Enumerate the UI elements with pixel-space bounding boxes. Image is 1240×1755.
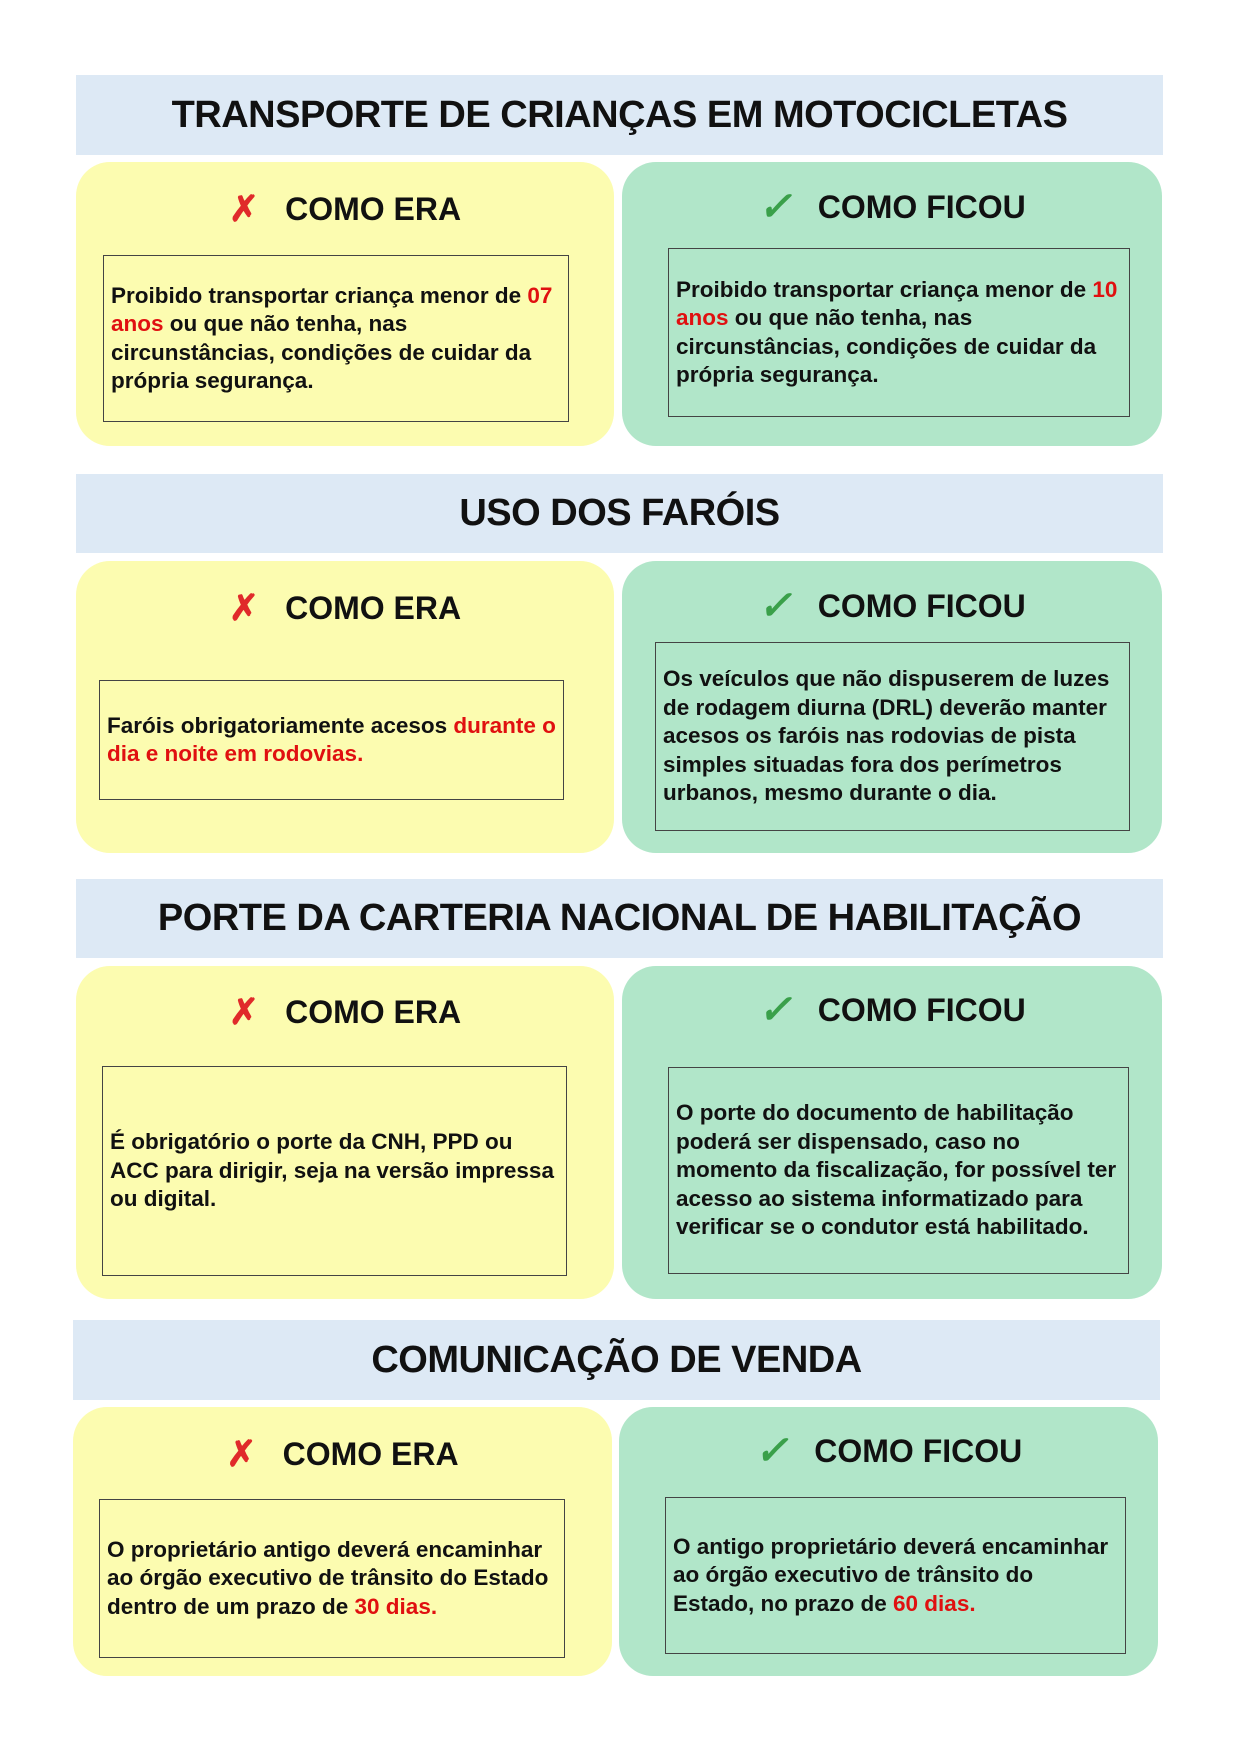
text-segment: Faróis obrigatoriamente acesos (107, 712, 454, 738)
rule-text-box (668, 248, 1130, 417)
como-ficou-heading (622, 586, 1162, 626)
como-era-heading (73, 1434, 612, 1474)
como-ficou-card (619, 1407, 1158, 1676)
text-segment: O antigo proprietário deverá encaminhar ao órgão executivo de trânsito do Estado, no prazo de (673, 1533, 1109, 1616)
highlighted-value: 60 dias. (893, 1590, 976, 1616)
check-icon: ✓ (758, 988, 792, 1032)
como-era-label: COMO ERA (285, 589, 462, 626)
rule-text-box (655, 642, 1130, 831)
como-ficou-heading (619, 1431, 1158, 1471)
como-ficou-card (622, 966, 1162, 1299)
rule-text-box (99, 1499, 565, 1658)
text-segment: ou que não tenha, nas circunstâncias, condições de cuidar da própria segurança. (111, 311, 532, 393)
rule-text (111, 282, 561, 396)
text-segment: Proibido transportar criança menor de (676, 276, 1093, 302)
rule-text-box (103, 255, 569, 422)
text-segment: ou que não tenha, nas circunstâncias, condições de cuidar da própria segurança. (676, 305, 1097, 387)
como-era-label: COMO ERA (282, 1435, 459, 1472)
como-ficou-label: COMO FICOU (817, 188, 1026, 225)
text-segment: O porte do documento de habilitação poderá ser dispensado, caso no momento da fiscalização, for possível ter acesso ao sistema informatizado para verificar se o condutor está habilitado. (676, 1100, 1117, 1240)
rule-text (676, 276, 1122, 390)
como-era-card (76, 561, 614, 853)
highlighted-value: 30 dias. (354, 1593, 438, 1619)
check-icon: ✓ (758, 185, 792, 229)
text-segment: O proprietário antigo deverá encaminhar ao órgão executivo de trânsito do Estado dentro de um prazo de (107, 1536, 549, 1619)
como-ficou-card (622, 561, 1162, 853)
como-ficou-heading (622, 990, 1162, 1030)
x-icon: ✗ (228, 991, 260, 1032)
como-ficou-card (622, 162, 1162, 446)
section-title: PORTE DA CARTERIA NACIONAL DE HABILITAÇÃO (76, 879, 1163, 958)
text-segment: Proibido transportar criança menor de (111, 282, 528, 308)
como-era-card (73, 1407, 612, 1676)
highlighted-value: 07 anos (111, 282, 553, 336)
rule-text-box (665, 1497, 1126, 1654)
section-title: COMUNICAÇÃO DE VENDA (73, 1320, 1160, 1400)
x-icon: ✗ (228, 587, 260, 628)
rule-text (110, 1128, 559, 1214)
como-era-label: COMO ERA (285, 993, 462, 1030)
highlighted-value: durante o dia e noite em rodovias. (107, 712, 556, 766)
como-era-heading (76, 588, 614, 628)
rule-text-box (102, 1066, 567, 1276)
como-ficou-label: COMO FICOU (817, 991, 1026, 1028)
rule-text-box (668, 1067, 1129, 1274)
check-icon: ✓ (754, 1429, 789, 1473)
como-ficou-label: COMO FICOU (814, 1432, 1023, 1469)
rule-text (663, 665, 1122, 808)
como-era-heading (76, 189, 614, 229)
section-title: USO DOS FARÓIS (76, 474, 1163, 553)
x-icon: ✗ (228, 188, 260, 229)
rule-text (107, 712, 556, 769)
text-segment: Os veículos que não dispuserem de luzes de rodagem diurna (DRL) deverão manter acesos os faróis nas rodovias de pista simples situadas fora dos perímetros urbanos, mesmo durante o dia. (663, 666, 1110, 806)
text-segment: É obrigatório o porte da CNH, PPD ou ACC para dirigir, seja na versão impressa ou digital. (110, 1129, 554, 1212)
rule-text-box (99, 680, 564, 800)
como-era-card (76, 162, 614, 446)
rule-text (676, 1099, 1121, 1242)
como-era-card (76, 966, 614, 1299)
rule-text (107, 1536, 557, 1622)
como-ficou-label: COMO FICOU (817, 587, 1026, 624)
check-icon: ✓ (758, 584, 792, 628)
highlighted-value: 10 anos (676, 276, 1118, 330)
section-title: TRANSPORTE DE CRIANÇAS EM MOTOCICLETAS (76, 75, 1163, 155)
x-icon: ✗ (226, 1433, 257, 1474)
como-ficou-heading (622, 187, 1162, 227)
rule-text (673, 1533, 1118, 1619)
como-era-heading (76, 992, 614, 1032)
como-era-label: COMO ERA (285, 190, 462, 227)
